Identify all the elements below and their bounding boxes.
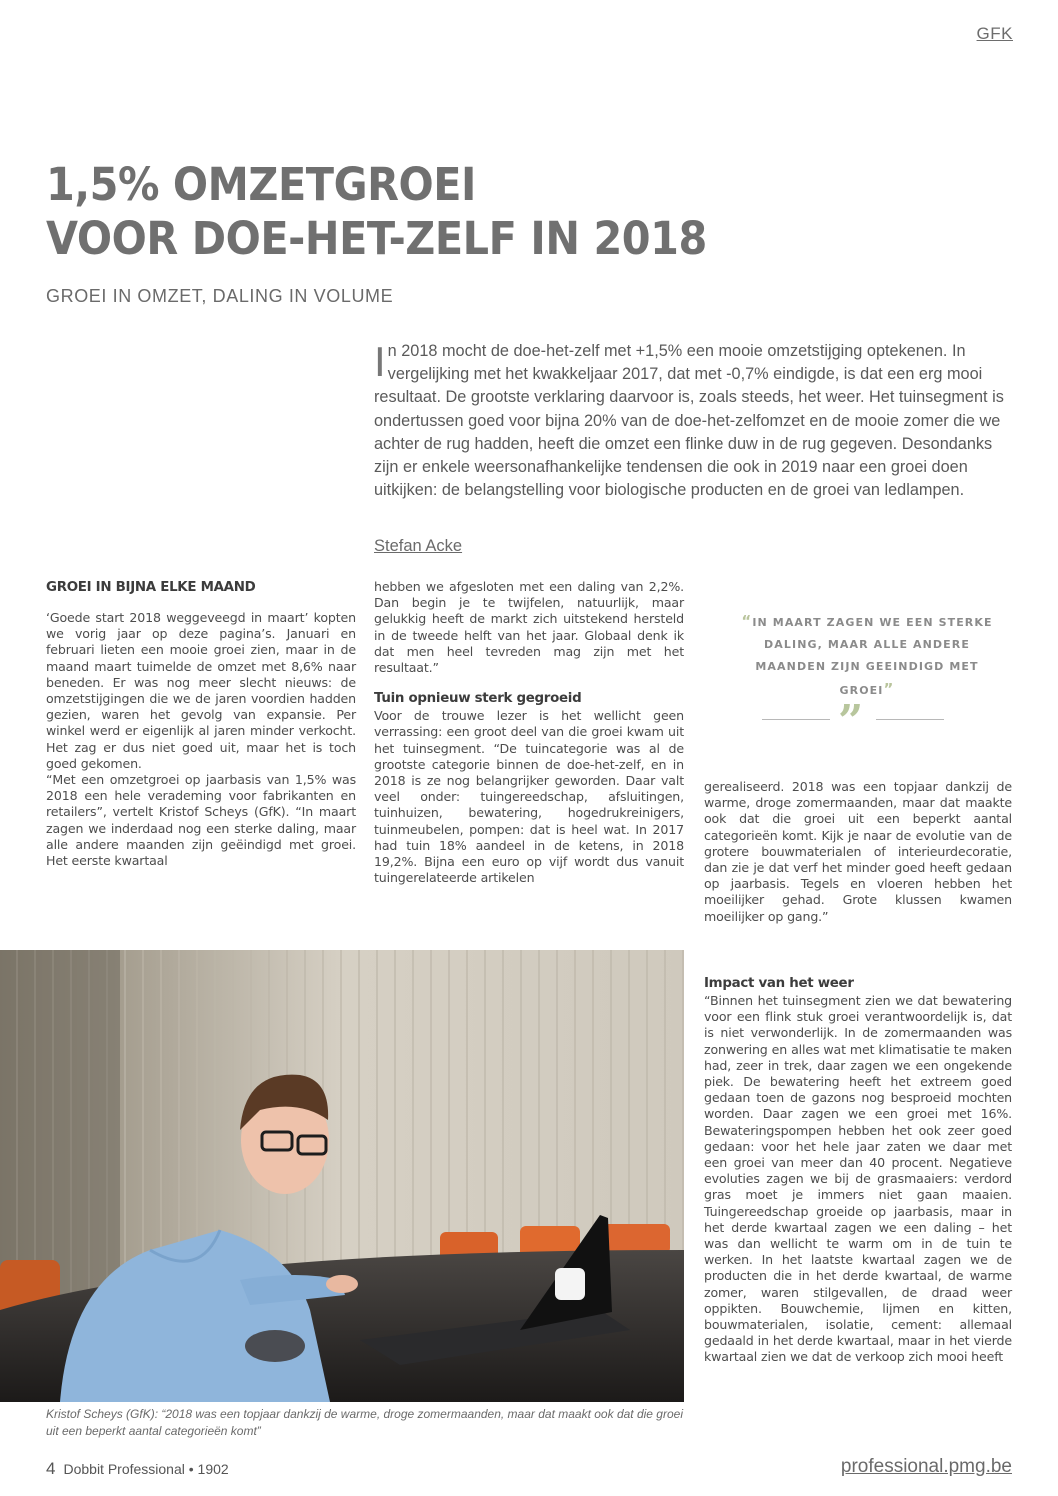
col3-heading: Impact van het weer xyxy=(704,976,854,991)
article-title xyxy=(46,158,745,266)
photo-illustration xyxy=(0,950,684,1402)
photo-caption: Kristof Scheys (GfK): “2018 was een topjaar dankzij de warme, droge zomermaanden, maar dat maakt ook dat die groei uit een beperkt aantal categorieën komt” xyxy=(46,1407,683,1438)
col2-paragraph-2: Voor de trouwe lezer is het wellicht geen verrassing: een groot deel van die groei kwam uit het tuinsegment. “De tuincategorie was al de grootste categorie binnen de doe-het-zelf, en in 2018 is ze nog belangrijker geworden. Daar valt veel onder: tuingereedschap, afsluitingen, tuinhuizen, bewatering, hogedrukreinigers, tuinmeubelen, pompen: dat is heel wat. In 2017 had tuin 18% aandeel in de ketens, in 2018 19,2%. Bijna een euro op vijf wordt dus vanuit tuingerelateerde artikelen xyxy=(374,708,684,886)
quote-divider-mark: ” xyxy=(838,696,864,747)
column-3-top xyxy=(704,779,1012,925)
quote-close-mark: ” xyxy=(883,680,895,698)
quote-divider-right xyxy=(876,719,944,720)
article-photo xyxy=(0,950,684,1402)
quote-open-mark: “ xyxy=(741,612,753,630)
column-1 xyxy=(46,579,356,869)
publication-name: Dobbit Professional • 1902 xyxy=(63,1461,229,1477)
col2-heading: Tuin opnieuw sterk gegroeid xyxy=(374,691,582,707)
footer-publication xyxy=(46,1459,229,1479)
column-2 xyxy=(374,579,684,886)
col2-paragraph-1: hebben we afgesloten met een daling van 2,2%. Dan begin je te twijfelen, natuurlijk, maar gelukkig heeft de markt zich uitstekend hersteld in de tweede helft van het jaar. Globaal denk ik dat men heel tevreden mag zijn met het resultaat.” xyxy=(374,579,684,676)
quote-divider-left xyxy=(762,719,830,720)
col1-heading: GROEI IN BIJNA ELKE MAAND xyxy=(46,580,256,595)
quote-text: IN MAART ZAGEN WE EEN STERKE DALING, MAAR ALLE ANDERE MAANDEN ZIJN GEEINDIGD MET GROEI xyxy=(752,616,993,697)
column-3-bottom xyxy=(704,975,1012,1366)
col3-paragraph-2: “Binnen het tuinsegment zien we dat bewatering voor een flink stuk groei verantwoordelijk is, dat is niet verwonderlijk. In de zomermaanden was zonwering en alles wat met klimatisatie te maken had, zeer in trek, daar zagen we een ongekende piek. De bewatering heeft het extreem goed gedaan toen de gazons nog besproeid mochten worden. Daar zagen we een groei met 16%. Bewateringspompen hebben het ook zeer goed gedaan: voor het hele jaar zaten we daar met een groei van meer dan 40 procent. Negatieve evoluties zagen we bij de grasmaaiers: verdord gras moet je immers niet gaan maaien. Tuingereedschap groeide op jaarbasis, maar in het derde kwartaal zagen we een daling – het was dan wellicht te warm om in de tuin te werken. In het laatste kwartaal zagen we de producten die in het derde kwartaal, de warme zomer, waren stilgevallen, de draad weer oppikten. Bouwchemie, lijmen en kitten, bouwmaterialen, isolatie, cement: allemaal gedaald in het derde kwartaal, maar in het vierde kwartaal zien we dat de verkoop zich mooi heeft xyxy=(704,993,1012,1365)
col3-paragraph-1: gerealiseerd. 2018 was een topjaar dankzij de warme, droge zomermaanden, maar dat maakte ook dat die groei uit een beperkt aantal categorieën komt. Kijk je naar de evolutie van de grotere bouwmaterialen of interieurdecoratie, dan zie je dat verf het minder goed heeft gedaan op jaarbasis. Tegels en vloeren hebben het moeilijker gehad. Grote klussen kwamen moeilijker op gang.” xyxy=(704,779,1012,924)
website-link[interactable]: professional.pmg.be xyxy=(840,1456,1012,1477)
col1-paragraph-2: “Met een omzetgroei op jaarbasis van 1,5% was 2018 een hele verademing voor fabrikanten en retailers”, vertelt Kristof Scheys (GfK). “In maart zagen we inderdaad nog een sterke daling, maar alle andere maanden zijn geëindigd met groei. Het eerste kwartaal xyxy=(46,772,356,869)
intro-text: n 2018 mocht de doe-het-zelf met +1,5% een mooie omzetstijging optekenen. In vergelijking met het kwakkeljaar 2017, dat met -0,7% eindigde, is dat een erg mooi resultaat. De grootste verklaring daarvoor is, zoals steeds, het weer. Het tuinsegment is ondertussen goed voor bijna 20% van de doe-het-zelfomzet en de mooie zomer die we achter de rug hadden, heeft die omzet een flinke duw in de rug gegeven. Desondanks zijn er enkele weersonafhankelijke tendensen die ook in 2019 naar een groei doen uitkijken: de belangstelling voor biologische producten en de groei van ledlampen. xyxy=(374,342,1004,500)
article-subtitle: GROEI IN OMZET, DALING IN VOLUME xyxy=(46,286,394,306)
col1-paragraph-1: ‘Goede start 2018 weggeveegd in maart’ kopten we vorig jaar op deze pagina’s. Januari en februari lieten een mooie groei zien, maar in de maand maart tuimelde de omzet met 8,6% naar beneden. Er was nog meer slecht nieuws: de omzetstijgingen die we de jaren voordien hadden gezien, waren het gevolg van expansie. Per winkel werd er eigenlijk al jaren minder verkocht. Het zag er dus niet goed uit, maar het is toch goed gekomen. xyxy=(46,610,356,771)
pull-quote xyxy=(740,610,994,702)
intro-paragraph xyxy=(374,340,1010,502)
section-tag[interactable]: GFK xyxy=(976,24,1013,43)
intro-dropcap: I xyxy=(374,338,386,385)
page-number: 4 xyxy=(46,1459,56,1478)
title-line-2: VOOR DOE-HET-ZELF IN 2018 xyxy=(46,212,707,265)
title-line-1: 1,5% OMZETGROEI xyxy=(46,158,477,211)
author-link[interactable]: Stefan Acke xyxy=(374,537,463,555)
